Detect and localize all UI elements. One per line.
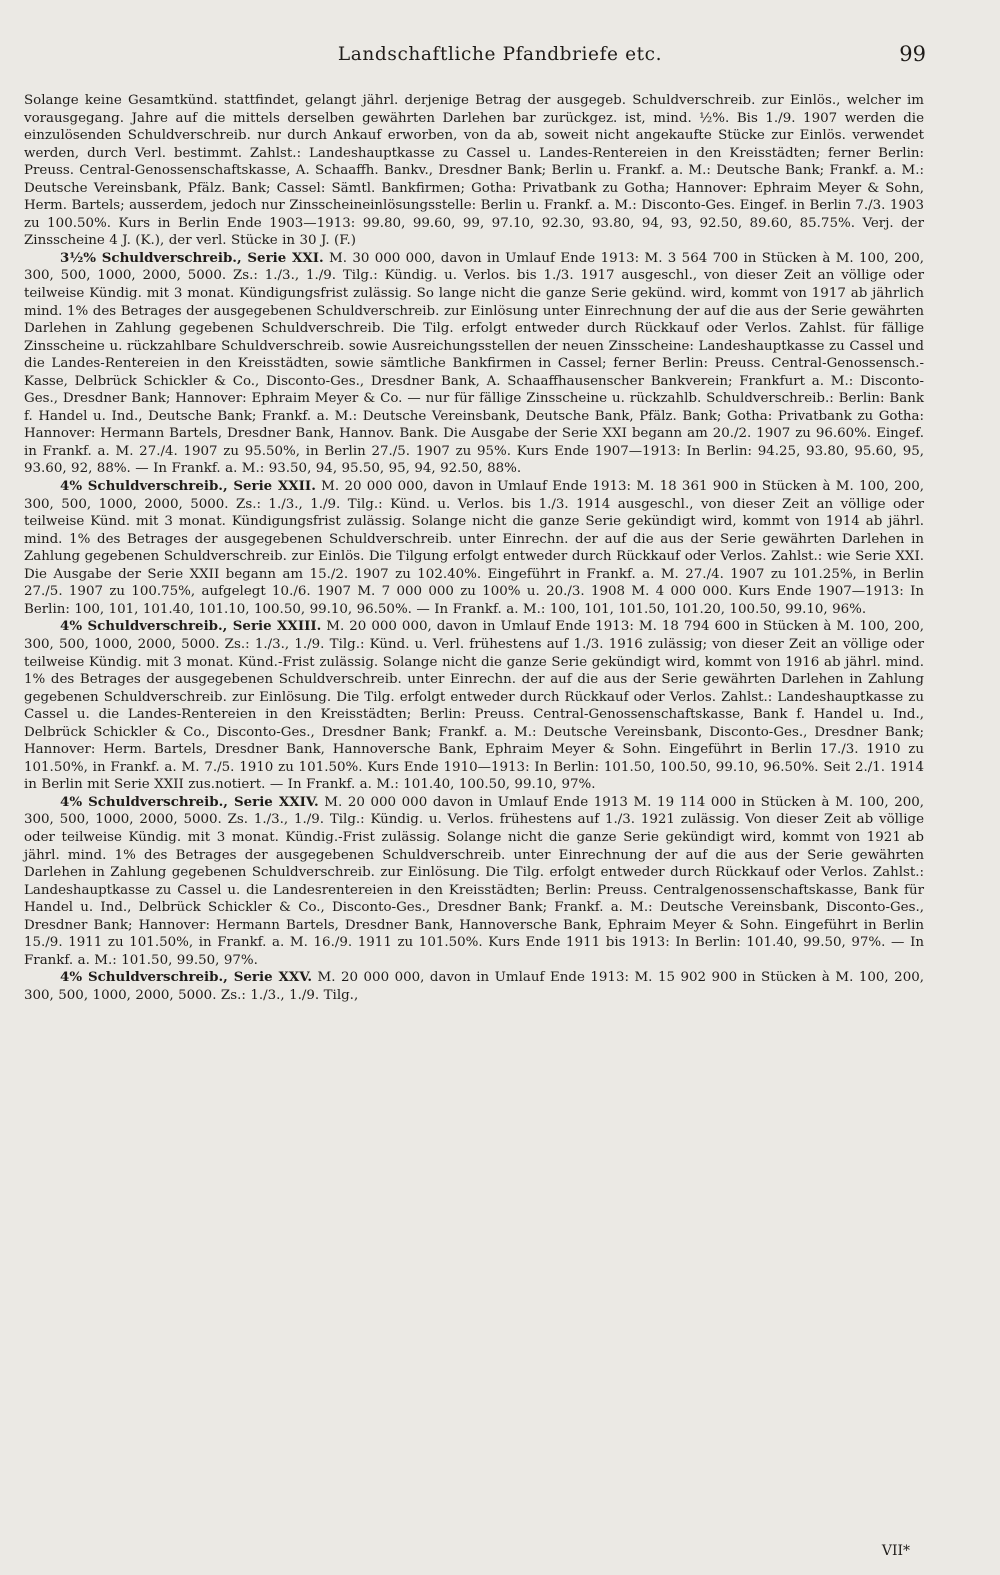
entry-serie-xxv <box>24 969 924 1004</box>
series-heading: 3½% Schuldverschreib., Serie XXI. <box>60 249 324 266</box>
entry-serie-xxiv <box>24 794 924 969</box>
series-text: M. 30 000 000, davon in Umlauf Ende 1913: M. 3 564 700 in Stücken à M. 100, 200, 300, 500, 1000, 2000, 5000. Zs.: 1./3., 1./9. Tilg.: Kündig. u. Verlos. bis 1./3. 1917 ausgeschl., von dieser Zeit an völlige oder teilweise Kündig. mit 3 monat. Kündigungsfrist zulässig. So lange nicht die ganze Serie gekünd. wird, kommt von 1917 ab jährlich mind. 1% des Betrages der ausgegebenen Schuldverschreib. zur Einlösung unter Einrechnung der auf die aus der Serie gewährten Darlehen in Zahlung gegebenen Schuldverschreib. Die Tilg. erfolgt entweder durch Rückkauf oder Verlos. Zahlst. für fällige Zinsscheine u. rückzahlbare Schuldverschreib. sowie Ausreichungsstellen der neuen Zinsscheine: Landeshauptkasse zu Cassel und die Landes-Rentereien in den Kreisstädten, sowie sämtliche Bankfirmen in Cassel; ferner Berlin: Preuss. Central-Genossensch.-Kasse, Delbrück Schickler & Co., Disconto-Ges., Dresdner Bank, A. Schaaffhausenscher Bankverein; Frankfurt a. M.: Disconto-Ges., Dresdner Bank; Hannover: Ephraim Meyer & Co. — nur für fällige Zinsscheine u. rückzahlb. Schuldverschreib.: Berlin: Bank f. Handel u. Ind., Deutsche Bank; Frankf. a. M.: Deutsche Vereinsbank, Deutsche Bank, Pfälz. Bank; Gotha: Privatbank zu Gotha: Hannover: Hermann Bartels, Dresdner Bank, Hannov. Bank. Die Ausgabe der Serie XXI begann am 20./2. 1907 zu 96.60%. Eingef. in Frankf. a. M. 27./4. 1907 zu 95.50%, in Berlin 27./5. 1907 zu 95%. Kurs Ende 1907—1913: In Berlin: 94.25, 93.80, 95.60, 95, 93.60, 92, 88%. — In Frankf. a. M.: 93.50, 94, 95.50, 95, 94, 92.50, 88%. <box>24 250 925 477</box>
series-text: M. 20 000 000, davon in Umlauf Ende 1913: M. 15 902 900 in Stücken à M. 100, 200, 300, 500, 1000, 2000, 5000. Zs.: 1./3., 1./9. Tilg., <box>24 970 924 1003</box>
sheet-signature: VII* <box>881 1543 910 1559</box>
series-text: M. 20 000 000, davon in Umlauf Ende 1913: M. 18 794 600 in Stücken à M. 100, 200, 300, 500, 1000, 2000, 5000. Zs.: 1./3., 1./9. Tilg.: Künd. u. Verl. frühestens auf 1./3. 1916 zulässig; von dieser Zeit an völlige oder teilweise Kündig. mit 3 monat. Künd.-Frist zulässig. Solange nicht die ganze Serie gekündigt wird, kommt von 1916 ab jährl. mind. 1% des Betrages der ausgegebenen Schuldverschreib. unter Einrechn. der auf die aus der Serie gewährten Darlehen in Zahlung gegebenen Schuldverschreib. zur Einlösung. Die Tilg. erfolgt entweder durch Rückkauf oder Verlos. Zahlst.: Landeshauptkasse zu Cassel u. die Landes-Rentereien in den Kreisstädten; Berlin: Preuss. Central-Genossenschaftskasse, Bank f. Handel u. Ind., Delbrück Schickler & Co., Disconto-Ges., Dresdner Bank; Frankf. a. M.: Deutsche Vereinsbank, Disconto-Ges., Dresdner Bank; Hannover: Herm. Bartels, Dresdner Bank, Hannoversche Bank, Ephraim Meyer & Sohn. Eingeführt in Berlin 17./3. 1910 zu 101.50%, in Frankf. a. M. 7./5. 1910 zu 101.50%. Kurs Ende 1910—1913: In Berlin: 101.50, 100.50, 99.10, 96.50%. Seit 2./1. 1914 in Berlin mit Serie XXII zus.notiert. — In Frankf. a. M.: 101.40, 100.50, 99.10, 97%. <box>24 619 924 793</box>
series-heading: 4% Schuldverschreib., Serie XXV. <box>60 969 312 986</box>
paragraph-text: Solange keine Gesamtkünd. stattfindet, gelangt jährl. derjenige Betrag der ausgegeb. Schuldverschreib. zur Einlös., welcher im vorausgegang. Jahre auf die mittels derselben gewährten Darlehen bar zurückgez. ist, mind. ½%. Bis 1./9. 1907 werden die einzulösenden Schuldverschreib. nur durch Ankauf erworben, von da ab, soweit nicht angekaufte Stücke zur Einlös. verwendet werden, durch Verl. bestimmt. Zahlst.: Landeshauptkasse zu Cassel u. Landes-Rentereien in den Kreisstädten; ferner Berlin: Preuss. Central-Genossenschaftskasse, A. Schaaffh. Bankv., Dresdner Bank; Berlin u. Frankf. a. M.: Deutsche Bank; Frankf. a. M.: Deutsche Vereinsbank, Pfälz. Bank; Cassel: Sämtl. Bankfirmen; Gotha: Privatbank zu Gotha; Hannover: Ephraim Meyer & Sohn, Herm. Bartels; ausserdem, jedoch nur Zinsscheineinlösungsstelle: Berlin u. Frankf. a. M.: Disconto-Ges. Eingef. in Berlin 7./3. 1903 zu 100.50%. Kurs in Berlin Ende 1903—1913: 99.80, 99.60, 99, 97.10, 92.30, 93.80, 94, 93, 92.50, 89.60, 85.75%. Verj. der Zinsscheine 4 J. (K.), der verl. Stücke in 30 J. (F.) <box>24 93 924 249</box>
running-head <box>0 44 1000 74</box>
series-heading: 4% Schuldverschreib., Serie XXIV. <box>60 793 319 810</box>
entry-serie-xxi <box>24 250 924 478</box>
body-text <box>24 92 924 1004</box>
series-heading: 4% Schuldverschreib., Serie XXIII. <box>60 618 322 635</box>
series-text: M. 20 000 000, davon in Umlauf Ende 1913: M. 18 361 900 in Stücken à M. 100, 200, 300, 500, 1000, 2000, 5000. Zs.: 1./3., 1./9. Tilg.: Künd. u. Verlos. bis 1./3. 1914 ausgeschl., von dieser Zeit an völlige oder teilweise Künd. mit 3 monat. Kündigungsfrist zulässig. Solange nicht die ganze Serie gekündigt wird, kommt von 1914 ab jährl. mind. 1% des Betrages der ausgegebenen Schuldverschreib. unter Einrechn. der auf die aus der Serie gewährten Darlehen in Zahlung gegebenen Schuldverschreib. zur Einlös. Die Tilgung erfolgt entweder durch Rückkauf oder Verlos. Zahlst.: wie Serie XXI. Die Ausgabe der Serie XXII begann am 15./2. 1907 zu 102.40%. Eingeführt in Frankf. a. M. 27./4. 1907 zu 101.25%, in Berlin 27./5. 1907 zu 100.75%, aufgelegt 10./6. 1907 M. 7 000 000 zu 100% u. 20./3. 1908 M. 4 000 000. Kurs Ende 1907—1913: In Berlin: 100, 101, 101.40, 101.10, 100.50, 99.10, 96.50%. — In Frankf. a. M.: 100, 101, 101.50, 101.20, 100.50, 99.10, 96%. <box>24 479 924 617</box>
page-number: 99 <box>899 42 926 66</box>
running-title: Landschaftliche Pfandbriefe etc. <box>337 44 663 65</box>
entry-serie-xxiii <box>24 618 924 793</box>
paragraph-redemption-terms <box>24 92 924 250</box>
series-text: M. 20 000 000 davon in Umlauf Ende 1913 M. 19 114 000 in Stücken à M. 100, 200, 300, 500, 1000, 2000, 5000. Zs. 1./3., 1./9. Tilg.: Kündig. u. Verlos. frühestens auf 1./3. 1921 zulässig. Von dieser Zeit ab völlige oder teilweise Kündig. mit 3 monat. Kündig.-Frist zulässig. Solange nicht die ganze Serie gekündigt wird, kommt von 1921 ab jährl. mind. 1% des Betrages der ausgegebenen Schuldverschreib. unter Einrechnung der auf die aus der Serie gewährten Darlehen in Zahlung gegebenen Schuldverschreib. zur Einlösung. Die Tilg. erfolgt entweder durch Rückkauf oder Verlos. Zahlst.: Landeshauptkasse zu Cassel u. die Landesrentereien in den Kreisstädten; Berlin: Preuss. Centralgenossenschaftskasse, Bank für Handel u. Ind., Delbrück Schickler & Co., Disconto-Ges., Dresdner Bank; Frankf. a. M.: Deutsche Vereinsbank, Disconto-Ges., Dresdner Bank; Hannover: Hermann Bartels, Dresdner Bank, Hannoversche Bank, Ephraim Meyer & Sohn. Eingeführt in Berlin 15./9. 1911 zu 101.50%, in Frankf. a. M. 16./9. 1911 zu 101.50%. Kurs Ende 1911 bis 1913: In Berlin: 101.40, 99.50, 97%. — In Frankf. a. M.: 101.50, 99.50, 97%. <box>24 794 925 968</box>
series-heading: 4% Schuldverschreib., Serie XXII. <box>60 478 316 495</box>
entry-serie-xxii <box>24 478 924 618</box>
